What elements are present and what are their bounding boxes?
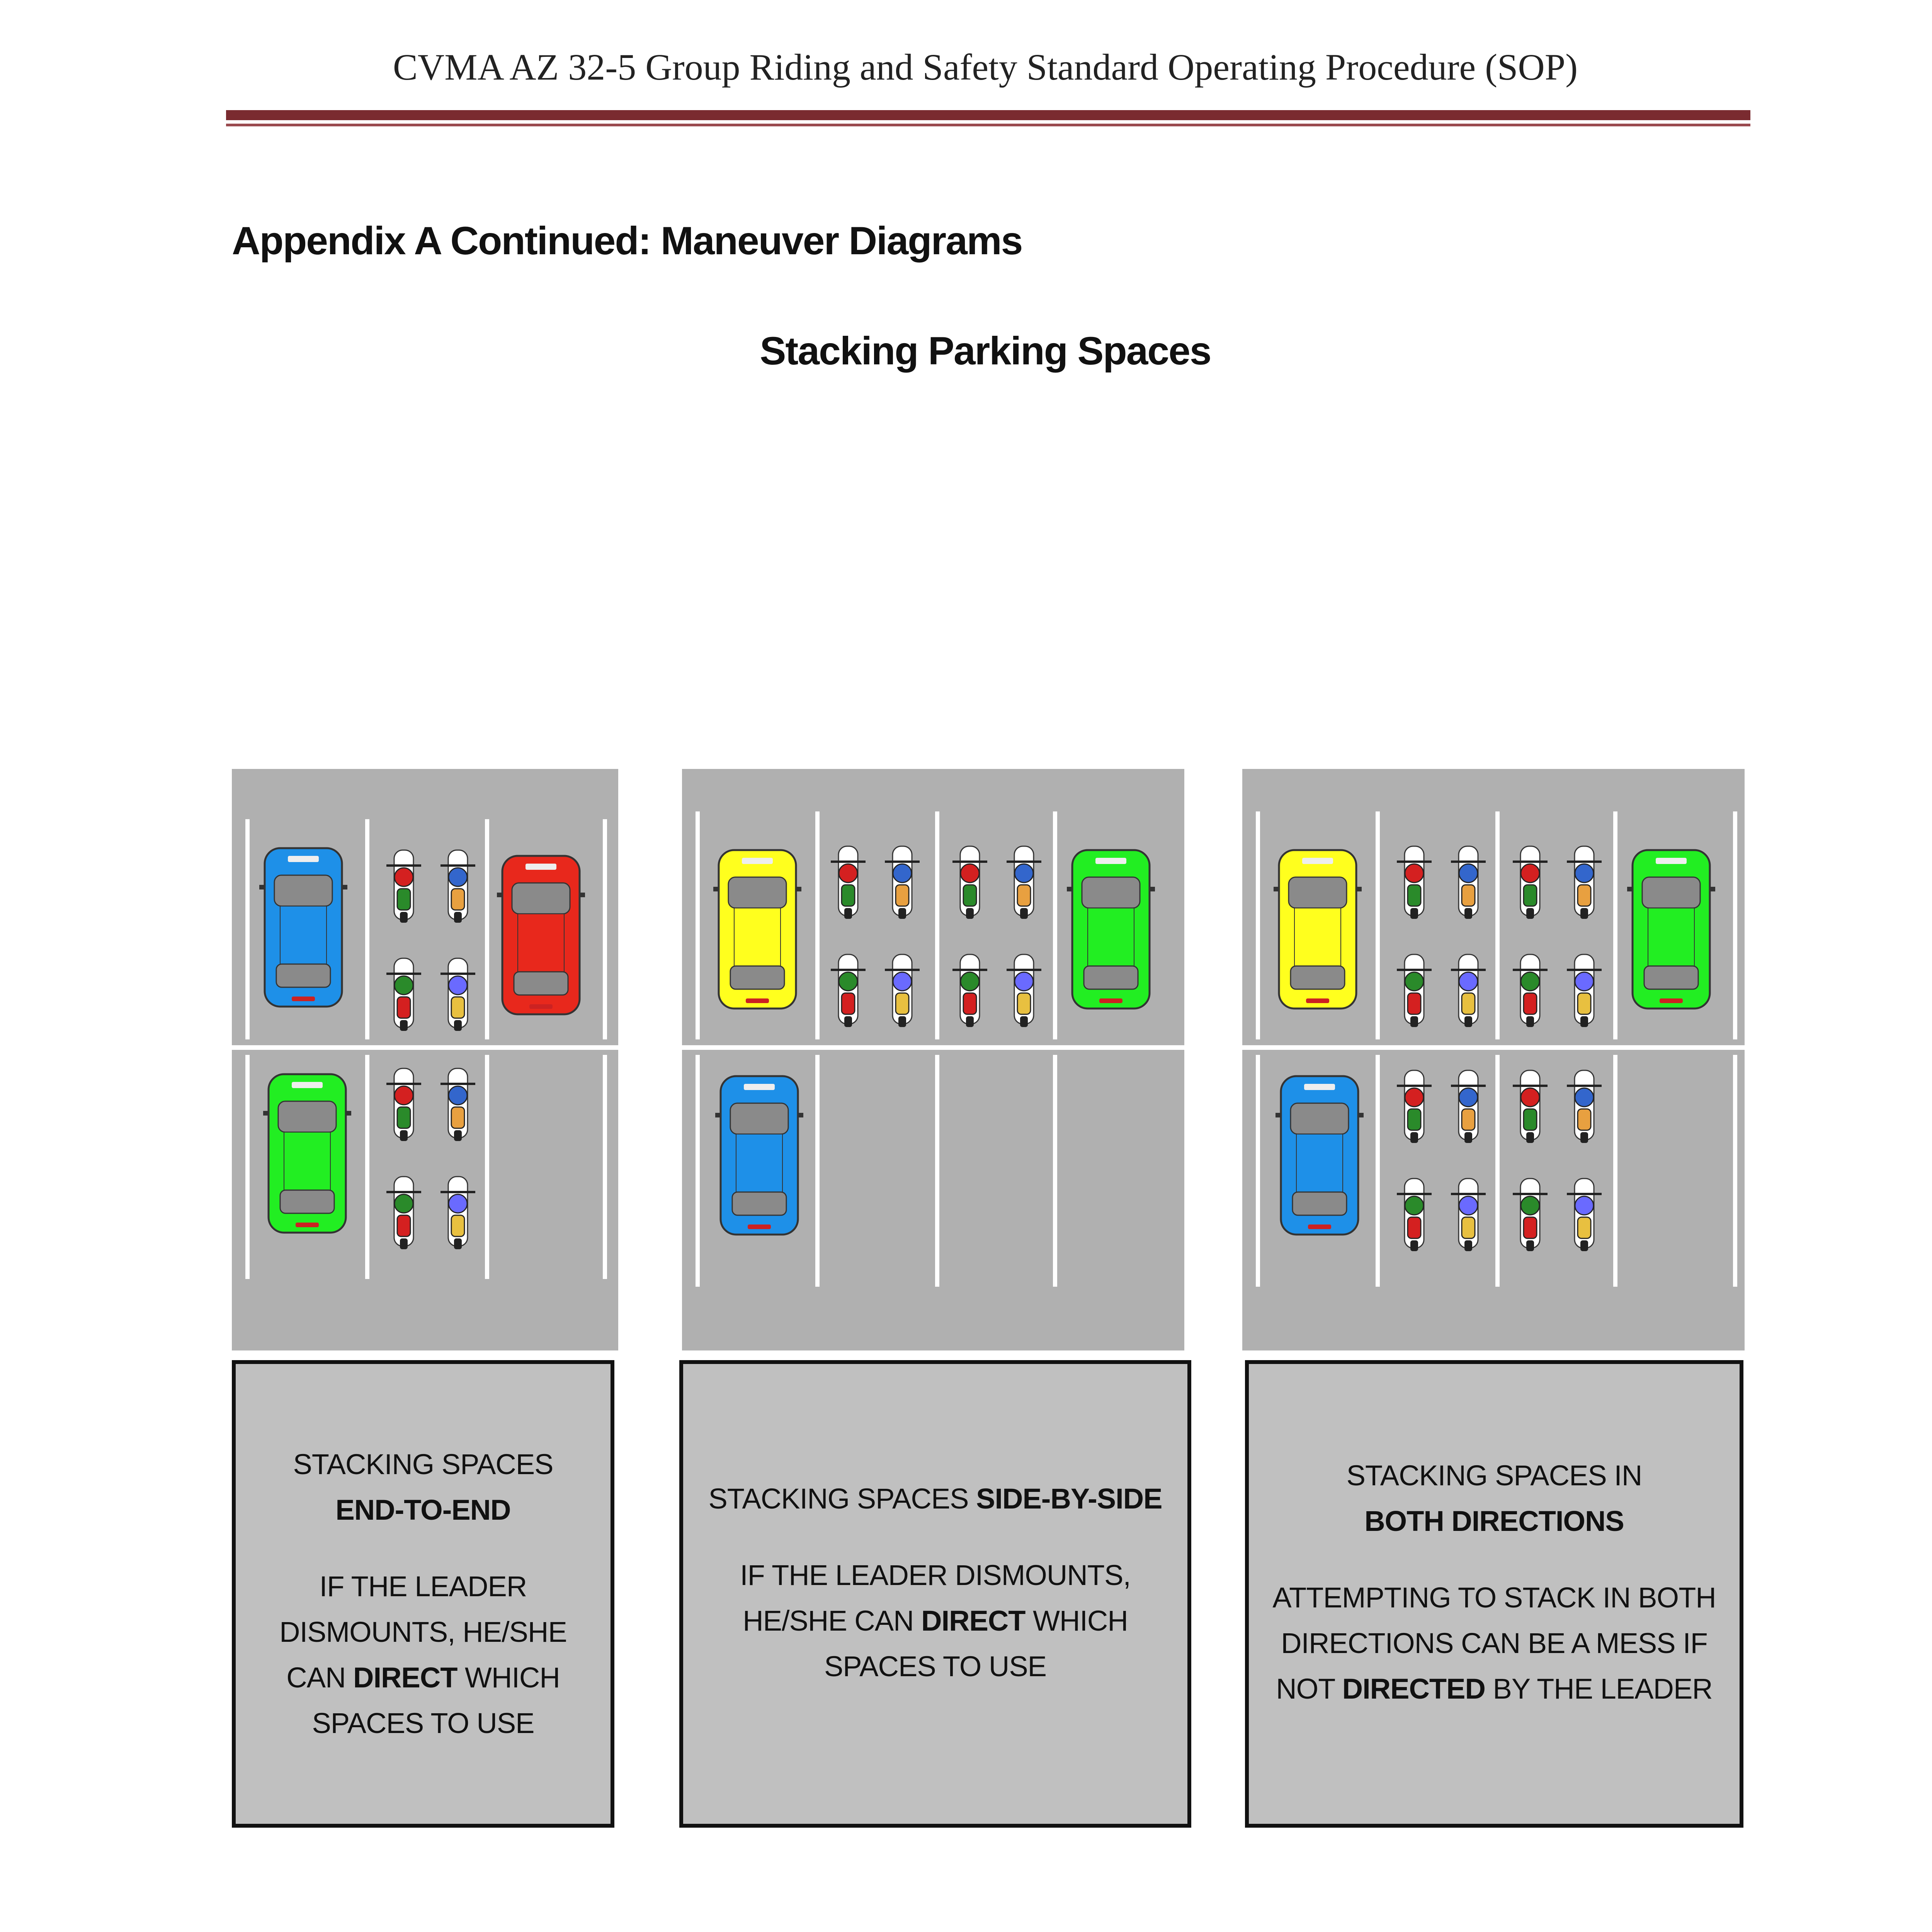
caption-both-directions <box>1245 1360 1743 1828</box>
car-green <box>263 1074 351 1233</box>
running-header: CVMA AZ 32-5 Group Riding and Safety Standard Operating Procedure (SOP) <box>393 46 1578 88</box>
header-rule <box>226 110 1750 126</box>
car-blue <box>259 848 347 1007</box>
motorcycle-group <box>386 850 475 1031</box>
caption-line: STACKING SPACES SIDE-BY-SIDE <box>708 1483 1162 1515</box>
side-by-side-lot-drawing <box>682 769 1184 1350</box>
motorcycle-icon <box>952 846 987 919</box>
motorcycle-icon <box>386 1068 421 1141</box>
section-heading: Appendix A Continued: Maneuver Diagrams <box>232 219 1022 263</box>
car-blue <box>1276 1076 1364 1235</box>
motorcycle-icon <box>1513 1070 1548 1143</box>
motorcycle-icon <box>1567 846 1602 919</box>
motorcycle-icon <box>831 954 866 1027</box>
car-red <box>497 856 585 1014</box>
car-yellow <box>1274 850 1362 1009</box>
motorcycle-icon <box>1513 1179 1548 1251</box>
caption-line: SPACES TO USE <box>824 1650 1047 1682</box>
motorcycle-group <box>952 846 1041 1027</box>
motorcycle-icon <box>386 850 421 923</box>
parking-lot-end-to-end <box>232 769 618 1350</box>
motorcycle-icon <box>440 958 475 1031</box>
motorcycle-icon <box>1451 1070 1486 1143</box>
motorcycle-group <box>386 1068 475 1249</box>
caption-end-to-end <box>232 1360 614 1828</box>
caption-line: ATTEMPTING TO STACK IN BOTH <box>1272 1582 1716 1614</box>
end-to-end-lot-drawing <box>232 769 618 1350</box>
car-yellow <box>713 850 801 1009</box>
motorcycle-group <box>1513 1070 1602 1251</box>
motorcycle-icon <box>386 958 421 1031</box>
caption-emphasis: END-TO-END <box>335 1494 511 1526</box>
caption-line: STACKING SPACES <box>293 1448 553 1480</box>
caption-line: DIRECTIONS CAN BE A MESS IF <box>1281 1627 1708 1659</box>
motorcycle-icon <box>1397 846 1432 919</box>
motorcycle-icon <box>831 846 866 919</box>
motorcycle-icon <box>1567 1070 1602 1143</box>
caption-line: SPACES TO USE <box>312 1707 534 1739</box>
motorcycle-icon <box>1513 954 1548 1027</box>
motorcycle-group <box>1397 1070 1486 1251</box>
motorcycle-icon <box>1397 1070 1432 1143</box>
caption-line: STACKING SPACES IN <box>1346 1459 1642 1492</box>
motorcycle-icon <box>1397 954 1432 1027</box>
motorcycle-icon <box>885 954 920 1027</box>
motorcycle-icon <box>1513 846 1548 919</box>
motorcycle-icon <box>1567 954 1602 1027</box>
caption-line: IF THE LEADER <box>319 1570 527 1602</box>
motorcycle-icon <box>885 846 920 919</box>
motorcycle-icon <box>1451 846 1486 919</box>
motorcycle-icon <box>386 1177 421 1249</box>
caption-line: DISMOUNTS, HE/SHE <box>279 1616 567 1648</box>
parking-lot-both-directions <box>1242 769 1745 1350</box>
motorcycle-icon <box>1451 954 1486 1027</box>
motorcycle-group <box>1513 846 1602 1027</box>
parking-lot-side-by-side <box>682 769 1184 1350</box>
motorcycle-group <box>831 846 920 1027</box>
motorcycle-icon <box>440 1068 475 1141</box>
motorcycle-icon <box>1451 1179 1486 1251</box>
caption-line: NOT DIRECTED BY THE LEADER <box>1276 1673 1713 1705</box>
caption-emphasis: BOTH DIRECTIONS <box>1364 1505 1624 1537</box>
motorcycle-icon <box>1567 1179 1602 1251</box>
motorcycle-icon <box>440 1177 475 1249</box>
motorcycle-icon <box>1007 846 1041 919</box>
car-green <box>1067 850 1155 1009</box>
motorcycle-icon <box>440 850 475 923</box>
car-blue <box>715 1076 803 1235</box>
caption-side-by-side <box>679 1360 1191 1828</box>
motorcycle-icon <box>952 954 987 1027</box>
car-green <box>1627 850 1715 1009</box>
motorcycle-icon <box>1007 954 1041 1027</box>
caption-line: HE/SHE CAN DIRECT WHICH <box>743 1605 1128 1637</box>
motorcycle-group <box>1397 846 1486 1027</box>
caption-line: IF THE LEADER DISMOUNTS, <box>740 1559 1131 1591</box>
caption-line: CAN DIRECT WHICH <box>286 1662 560 1694</box>
motorcycle-icon <box>1397 1179 1432 1251</box>
both-directions-lot-drawing <box>1242 769 1745 1350</box>
diagram-title: Stacking Parking Spaces <box>760 329 1211 373</box>
